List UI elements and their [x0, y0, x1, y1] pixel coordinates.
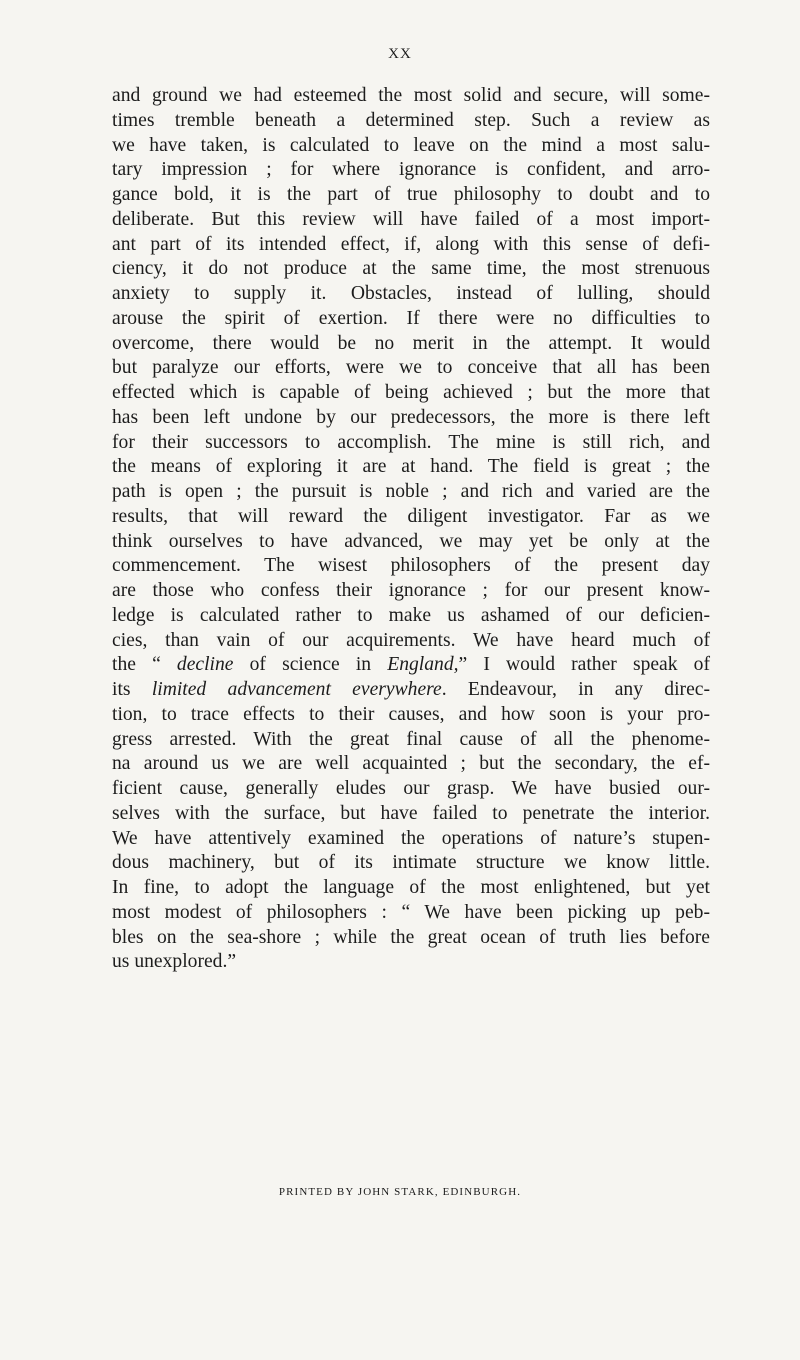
italic-phrase: decline	[176, 654, 234, 676]
text-line: ficient cause, generally eludes our grasp. We have busied our-	[112, 778, 710, 799]
text-line: tion, to trace effects to their causes, and how soon is your pro-	[112, 703, 710, 725]
text-line: has been left undone by our predecessors, the more is there left	[112, 406, 710, 428]
body-paragraph	[112, 84, 710, 975]
text-line: deliberate. But this review will have failed of a most import-	[112, 208, 710, 230]
text-line: ciency, it do not produce at the same time, the most strenuous	[112, 258, 710, 280]
text-line: think ourselves to have advanced, we may yet be only at the	[112, 530, 710, 552]
text-line: gance bold, it is the part of true philosophy to doubt and to	[112, 184, 710, 205]
text-line: effected which is capable of being achieved ; but the more that	[112, 382, 710, 403]
text-line-with-italics: the “ decline of science in England,” I would rather speak of	[112, 654, 711, 676]
text-line: ledge is calculated rather to make us ashamed of our deficien-	[112, 604, 710, 626]
text-line: most modest of philosophers : “ We have been picking up peb-	[112, 901, 710, 923]
text-line: the means of exploring it are at hand. The field is great ; the	[112, 456, 710, 478]
text-line: gress arrested. With the great final cause of all the phenome-	[112, 728, 710, 750]
text-line: anxiety to supply it. Obstacles, instead of lulling, should	[112, 283, 710, 304]
text-line: results, that will reward the diligent investigator. Far as we	[112, 505, 710, 527]
text-line: dous machinery, but of its intimate structure we know little.	[112, 852, 710, 874]
text-line: but paralyze our efforts, were we to conceive that all has been	[112, 357, 710, 379]
text-line: arouse the spirit of exertion. If there were no difficulties to	[112, 307, 710, 329]
text-line: we have taken, is calculated to leave on the mind a most salu-	[112, 134, 710, 156]
text-line: We have attentively examined the operations of nature’s stupen-	[112, 827, 710, 849]
printer-colophon: PRINTED BY JOHN STARK, EDINBURGH.	[278, 1186, 522, 1198]
text-line: commencement. The wisest philosophers of the present day	[112, 555, 710, 577]
text-line: and ground we had esteemed the most solid and secure, will some-	[112, 85, 710, 106]
text-line: selves with the surface, but have failed to penetrate the interior.	[112, 802, 710, 824]
text-line: times tremble beneath a determined step. Such a review as	[112, 109, 710, 131]
text-line: bles on the sea-shore ; while the great ocean of truth lies before	[112, 926, 710, 948]
text-line-with-italics: its limited advancement everywhere. Endeavour, in any direc-	[112, 679, 710, 700]
text-line: overcome, there would be no merit in the attempt. It would	[112, 332, 710, 354]
italic-phrase: England,	[387, 654, 459, 676]
text-line: for their successors to accomplish. The mine is still rich, and	[112, 431, 710, 453]
text-line: tary impression ; for where ignorance is confident, and arro-	[112, 159, 710, 181]
text-line: us unexplored.”	[112, 951, 237, 973]
italic-phrase: limited advancement everywhere	[151, 679, 442, 700]
text-line: ant part of its intended effect, if, along with this sense of defi-	[112, 233, 710, 255]
text-line: path is open ; the pursuit is noble ; and rich and varied are the	[112, 481, 710, 502]
page-number: XX	[388, 46, 412, 62]
text-line: are those who confess their ignorance ; for our present know-	[112, 580, 710, 601]
text-line: na around us we are well acquainted ; but the secondary, the ef-	[112, 753, 710, 775]
text-line: cies, than vain of our acquirements. We have heard much of	[112, 629, 710, 651]
text-line: In fine, to adopt the language of the most enlightened, but yet	[112, 877, 710, 898]
